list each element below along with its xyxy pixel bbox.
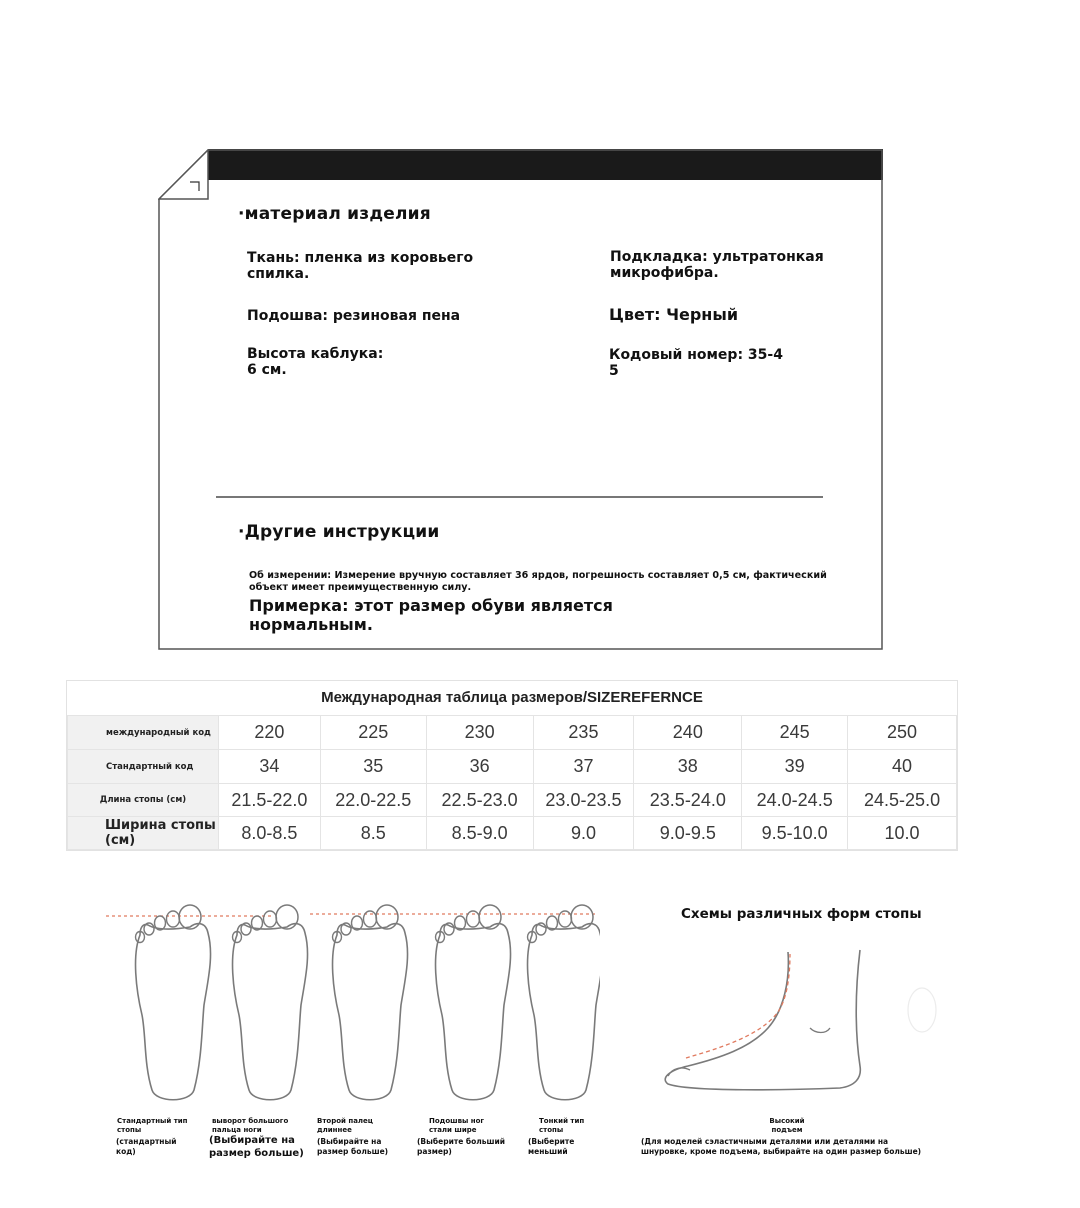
folded-corner bbox=[159, 150, 208, 199]
cell: 240 bbox=[634, 716, 742, 750]
cell: 35 bbox=[320, 750, 426, 784]
cell: 24.5-25.0 bbox=[848, 784, 957, 817]
cell: 34 bbox=[218, 750, 320, 784]
row-standard-code bbox=[68, 750, 957, 784]
foot-type-advice: (Выберите меньший bbox=[528, 1137, 575, 1156]
cell: 39 bbox=[742, 750, 848, 784]
foot-type-advice: (Выбирайте на размер больше) bbox=[209, 1135, 304, 1159]
row-international-code bbox=[68, 716, 957, 750]
measurement-note: Об измерении: Измерение вручную составляет 36 ярдов, погрешность составляет 0,5 см, фактический объект имеет преимущественную силу. bbox=[249, 570, 827, 593]
cell: 23.0-23.5 bbox=[533, 784, 634, 817]
cell: 9.0-9.5 bbox=[634, 817, 742, 850]
cell: 23.5-24.0 bbox=[634, 784, 742, 817]
instructions-section-title: ·Другие инструкции bbox=[238, 522, 440, 542]
cell: 8.5 bbox=[320, 817, 426, 850]
cell: 38 bbox=[634, 750, 742, 784]
row-foot-length bbox=[68, 784, 957, 817]
cell: 235 bbox=[533, 716, 634, 750]
high-instep-illustration bbox=[650, 940, 950, 1100]
row-label: международный код bbox=[68, 716, 219, 750]
cell: 21.5-22.0 bbox=[218, 784, 320, 817]
row-label: Длина стопы (см) bbox=[68, 784, 219, 817]
high-instep-advice: (Для моделей сэластичными деталями или деталями на шнуровке, кроме подъема, выбирайте на один размер больше) bbox=[641, 1137, 922, 1156]
code-number-field bbox=[609, 347, 849, 379]
foot-type-name: Стандартный тип стопы bbox=[117, 1117, 188, 1134]
cell: 8.5-9.0 bbox=[426, 817, 533, 850]
cell: 10.0 bbox=[848, 817, 957, 850]
cell: 225 bbox=[320, 716, 426, 750]
size-table-title: Международная таблица размеров/SIZEREFERNCE bbox=[321, 689, 703, 706]
cell: 220 bbox=[218, 716, 320, 750]
material-card bbox=[158, 149, 883, 650]
fabric-field: Ткань: пленка из коровьего спилка. bbox=[247, 250, 474, 282]
material-section-title: ·материал изделия bbox=[238, 204, 431, 224]
heel-height-field: Высота каблука: 6 см. bbox=[247, 346, 384, 378]
row-label: Стандартный код bbox=[68, 750, 219, 784]
cell: 250 bbox=[848, 716, 957, 750]
cell: 8.0-8.5 bbox=[218, 817, 320, 850]
cell: 9.0 bbox=[533, 817, 634, 850]
cell: 24.0-24.5 bbox=[742, 784, 848, 817]
color-field: Цвет: Черный bbox=[609, 305, 739, 324]
size-table bbox=[66, 680, 958, 851]
fit-note: Примерка: этот размер обуви является нормальным. bbox=[249, 596, 613, 634]
sole-field: Подошва: резиновая пена bbox=[247, 308, 461, 324]
cell: 22.0-22.5 bbox=[320, 784, 426, 817]
row-foot-width bbox=[68, 817, 957, 850]
row-label: Ширина стопы (см) bbox=[68, 817, 219, 850]
foot-type-name: Второй палец длиннее bbox=[317, 1117, 373, 1134]
foot-shapes-diagram-title: Схемы различных форм стопы bbox=[681, 906, 922, 922]
cell: 40 bbox=[848, 750, 957, 784]
foot-types-illustration bbox=[100, 895, 600, 1110]
bunion-foot-icon bbox=[233, 905, 308, 1100]
foot-type-name: Тонкий тип стопы bbox=[539, 1117, 585, 1134]
cell: 36 bbox=[426, 750, 533, 784]
size-grid bbox=[67, 715, 957, 850]
foot-type-name: Подошвы ног стали шире bbox=[429, 1117, 485, 1134]
cell: 37 bbox=[533, 750, 634, 784]
narrow-foot-icon bbox=[528, 905, 601, 1100]
code-number-line2: 5 bbox=[609, 363, 619, 379]
wide-foot-icon bbox=[436, 905, 511, 1100]
cell: 9.5-10.0 bbox=[742, 817, 848, 850]
cell: 22.5-23.0 bbox=[426, 784, 533, 817]
instep-guide-line bbox=[686, 954, 790, 1058]
high-instep-name: Высокий подъем bbox=[769, 1117, 805, 1134]
foot-type-advice: (стандартный код) bbox=[116, 1137, 177, 1156]
foot-type-advice: (Выбирайте на размер больше) bbox=[317, 1137, 389, 1156]
long-second-toe-foot-icon bbox=[333, 905, 408, 1100]
foot-type-name: выворот большого пальца ноги bbox=[212, 1117, 289, 1134]
header-bar bbox=[208, 149, 883, 180]
code-number-line1: Кодовый номер: 35-4 bbox=[609, 347, 783, 363]
cell: 245 bbox=[742, 716, 848, 750]
foot-type-advice: (Выберите больший размер) bbox=[417, 1137, 506, 1156]
cell: 230 bbox=[426, 716, 533, 750]
standard-foot-icon bbox=[136, 905, 211, 1100]
lining-field: Подкладка: ультратонкая микрофибра. bbox=[610, 249, 824, 281]
